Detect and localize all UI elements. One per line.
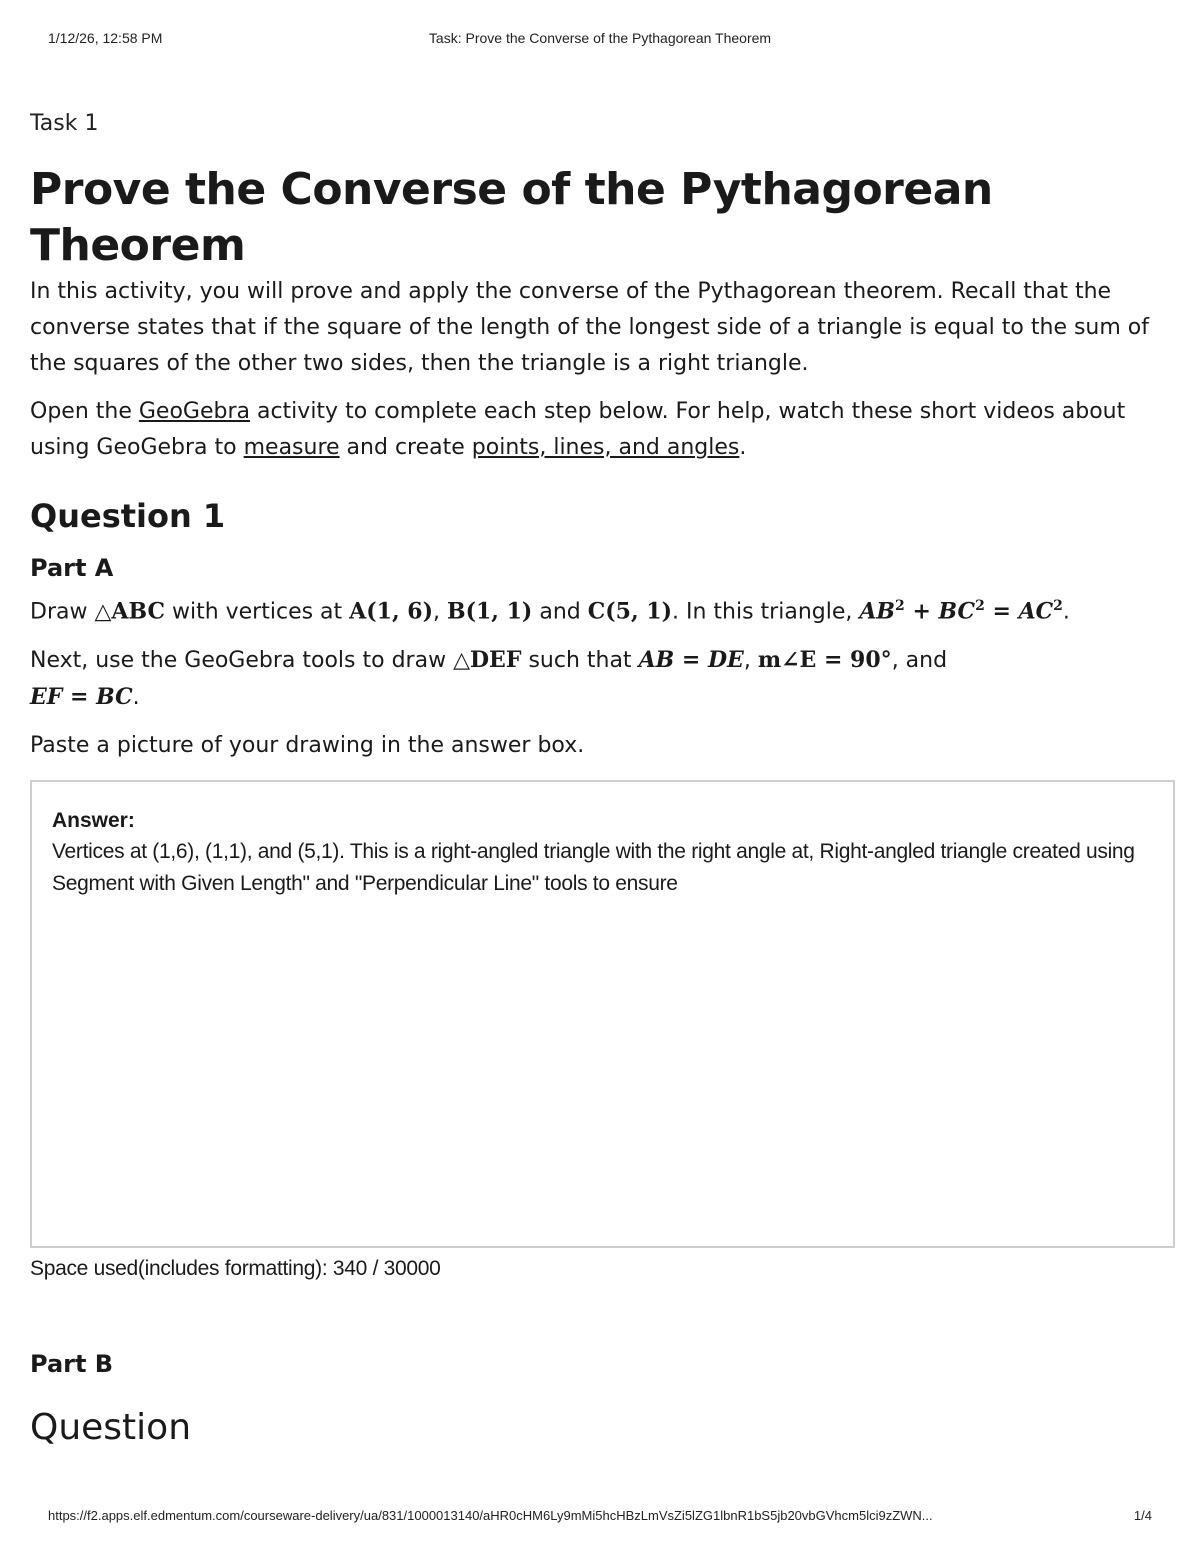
math-plus: + <box>904 598 939 625</box>
math-angle-e: m∠E = 90° <box>757 647 892 674</box>
task-label: Task 1 <box>30 111 99 136</box>
math-point-b: B(1, 1) <box>446 598 533 625</box>
instructions-text: . <box>739 435 747 460</box>
math-triangle-def: △DEF <box>453 647 522 674</box>
math-ab-equals-de: AB = DE <box>638 647 744 674</box>
print-page-number: 1/4 <box>1133 1508 1152 1523</box>
math-point-a: A(1, 6) <box>349 598 433 625</box>
space-used-counter: Space used(includes formatting): 340 / 30000 <box>30 1257 441 1281</box>
part-a-next-instruction <box>30 642 1175 716</box>
math-point-c: C(5, 1) <box>587 598 672 625</box>
print-url: https://f2.apps.elf.edmentum.com/courseware-delivery/ua/831/1000013140/aHR0cHM6Ly9mMi5hcHBzLmVsZi5lZG1lbnR1bS5jb20vbGVhcm5lci9zZWN... <box>48 1508 933 1523</box>
math-exponent: 2 <box>975 598 985 614</box>
text: . In this triangle, <box>672 599 860 625</box>
part-b-question-label: Question <box>30 1407 192 1449</box>
text: , and <box>891 648 948 674</box>
part-b-title: Part B <box>30 1350 114 1379</box>
text: , <box>432 599 447 625</box>
print-datetime: 1/12/26, 12:58 PM <box>48 30 163 46</box>
measure-video-link[interactable]: measure <box>243 435 340 460</box>
answer-box[interactable] <box>30 780 1175 1248</box>
page-title: Prove the Converse of the Pythagorean Theorem <box>30 164 993 271</box>
part-a-draw-instruction <box>30 588 1175 630</box>
text: . <box>132 685 140 711</box>
question-title: Question 1 <box>30 497 226 535</box>
text: and <box>532 599 588 625</box>
answer-text[interactable]: Vertices at (1,6), (1,1), and (5,1). This is a right-angled triangle with the right angle at, Right-angled triangle created using Segment with Given Length" and "Perpendicular Line" tools to ensure <box>52 840 1135 896</box>
instructions-paragraph <box>30 394 1175 466</box>
geogebra-link[interactable]: GeoGebra <box>138 399 250 424</box>
math-exponent: 2 <box>895 598 905 614</box>
math-ef-equals-bc: EF = BC <box>30 684 133 711</box>
task-content <box>30 108 1175 1452</box>
text: Draw <box>30 599 95 625</box>
paste-instruction: Paste a picture of your drawing in the answer box. <box>30 733 585 759</box>
math-equals: = <box>984 598 1019 625</box>
text: Next, use the GeoGebra tools to draw <box>30 648 454 674</box>
text: with vertices at <box>164 599 350 625</box>
math-ab: AB <box>859 598 896 625</box>
math-bc: BC <box>938 598 976 625</box>
print-page-title: Task: Prove the Converse of the Pythagorean Theorem <box>428 30 772 46</box>
instructions-text: Open the <box>30 399 139 424</box>
text: . <box>1062 599 1070 625</box>
math-exponent: 2 <box>1053 598 1063 614</box>
math-triangle-abc: △ABC <box>94 598 165 625</box>
instructions-text: and create <box>339 435 472 460</box>
points-lines-angles-video-link[interactable]: points, lines, and angles <box>471 435 740 460</box>
text: , <box>743 648 758 674</box>
text: such that <box>521 648 639 674</box>
answer-label: Answer: <box>52 809 135 833</box>
intro-paragraph: In this activity, you will prove and apply the converse of the Pythagorean theorem. Recall that the converse states that if the square of the length of the longest side of a triangle is equal to the sum of the squares of the other two sides, then the triangle is a right triangle. <box>30 279 1150 376</box>
math-ac: AC <box>1018 598 1054 625</box>
part-a-title: Part A <box>30 554 114 582</box>
instructions-text: activity to complete each step below. For help, watch these short videos about using GeoGebra to <box>30 399 1126 460</box>
